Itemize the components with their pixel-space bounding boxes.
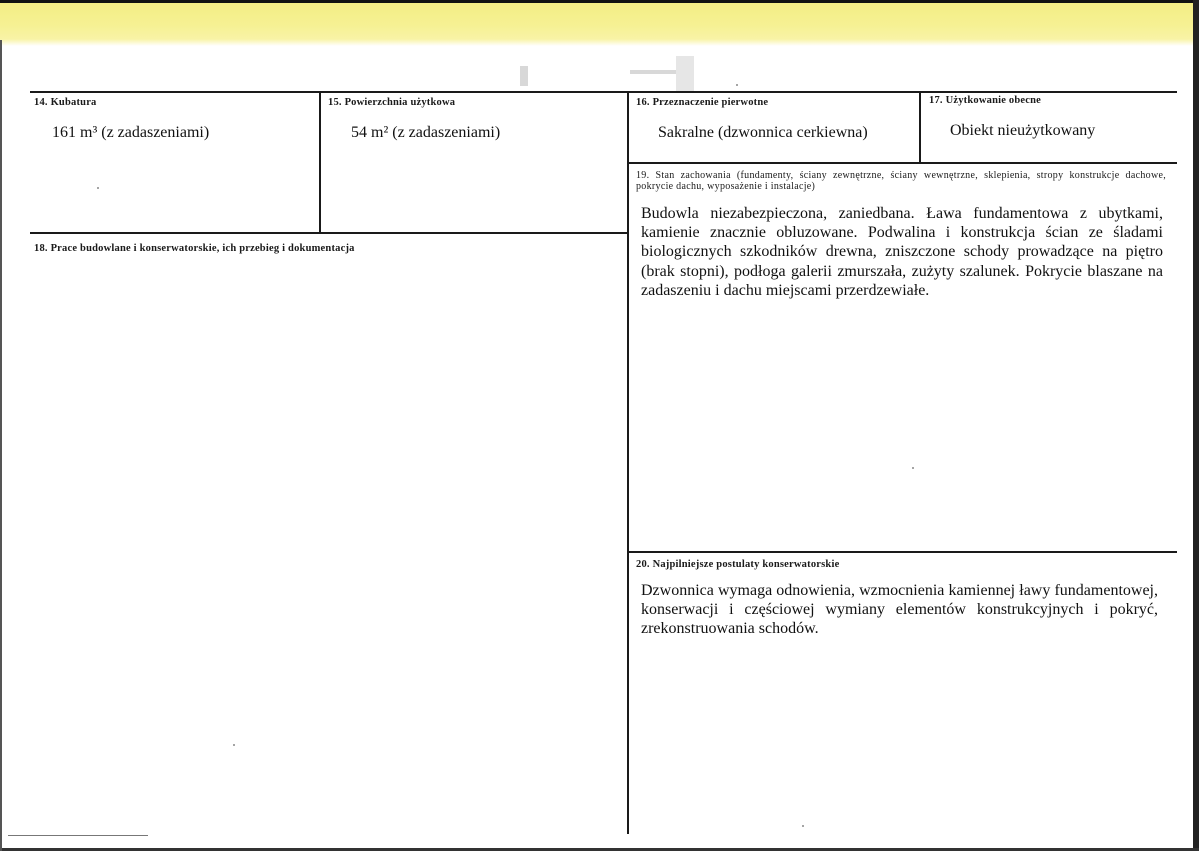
- field-14-label: 14. Kubatura: [34, 97, 97, 108]
- adhesive-tape-strip: [0, 0, 1199, 46]
- form-divider-main: [627, 91, 629, 834]
- field-17-label: 17. Użytkowanie obecne: [929, 95, 1042, 106]
- field-14-value: 161 m³ (z zadaszeniami): [52, 124, 210, 141]
- scan-edge-top: [0, 0, 1199, 3]
- form-rule-row2: [30, 232, 628, 234]
- scan-speck: [97, 187, 99, 189]
- form-divider-16-17: [919, 91, 921, 163]
- field-16-label: 16. Przeznaczenie pierwotne: [636, 97, 769, 108]
- form-divider-14-15: [319, 91, 321, 233]
- field-16-value: Sakralne (dzwonnica cerkiewna): [658, 124, 868, 141]
- field-19-label: 19. Stan zachowania (fundamenty, ściany zewnętrzne, ściany wewnętrzne, sklepienia, stropy konstrukcje dachowe, pokrycie dachu, wyposażenie i instalacje): [636, 170, 1166, 192]
- scan-smudge: [676, 56, 694, 92]
- field-19-value: Budowla niezabezpieczona, zaniedbana. Ława fundamentowa z ubytkami, kamienie znacznie obluzowane. Podwalina i konstrukcja ścian ze śladami biologicznych szkodników drewna, zniszczone schody prowadzące na piętro (brak stopni), podłoga galerii zmurszała, zużyty szalunek. Pokrycie blaszane na zadaszeniu i dachu miejscami przerdzewiałe.: [641, 205, 1163, 299]
- form-rule-top: [30, 91, 1177, 93]
- scan-edge-left: [0, 40, 2, 851]
- scan-edge-right: [1193, 0, 1199, 851]
- scan-speck: [912, 467, 914, 469]
- field-17-value: Obiekt nieużytkowany: [950, 122, 1096, 139]
- field-20-label: 20. Najpilniejsze postulaty konserwatorskie: [636, 559, 840, 570]
- scan-smudge: [520, 66, 528, 86]
- scan-speck: [233, 744, 235, 746]
- field-18-label: 18. Prace budowlane i konserwatorskie, ich przebieg i dokumentacja: [34, 243, 355, 254]
- form-rule-right-row3: [628, 551, 1177, 553]
- form-rule-right-row2: [628, 162, 1177, 164]
- field-20-value: Dzwonnica wymaga odnowienia, wzmocnienia kamiennej ławy fundamentowej, konserwacji i częściowej wymiany elementów konstrukcyjnych i pokryć, zrekonstruowania schodów.: [641, 582, 1158, 638]
- field-15-value: 54 m² (z zadaszeniami): [351, 124, 501, 141]
- scan-speck: [736, 84, 738, 86]
- field-15-label: 15. Powierzchnia użytkowa: [328, 97, 456, 108]
- form-rule-bottom-fragment: [8, 835, 148, 836]
- scan-speck: [802, 825, 804, 827]
